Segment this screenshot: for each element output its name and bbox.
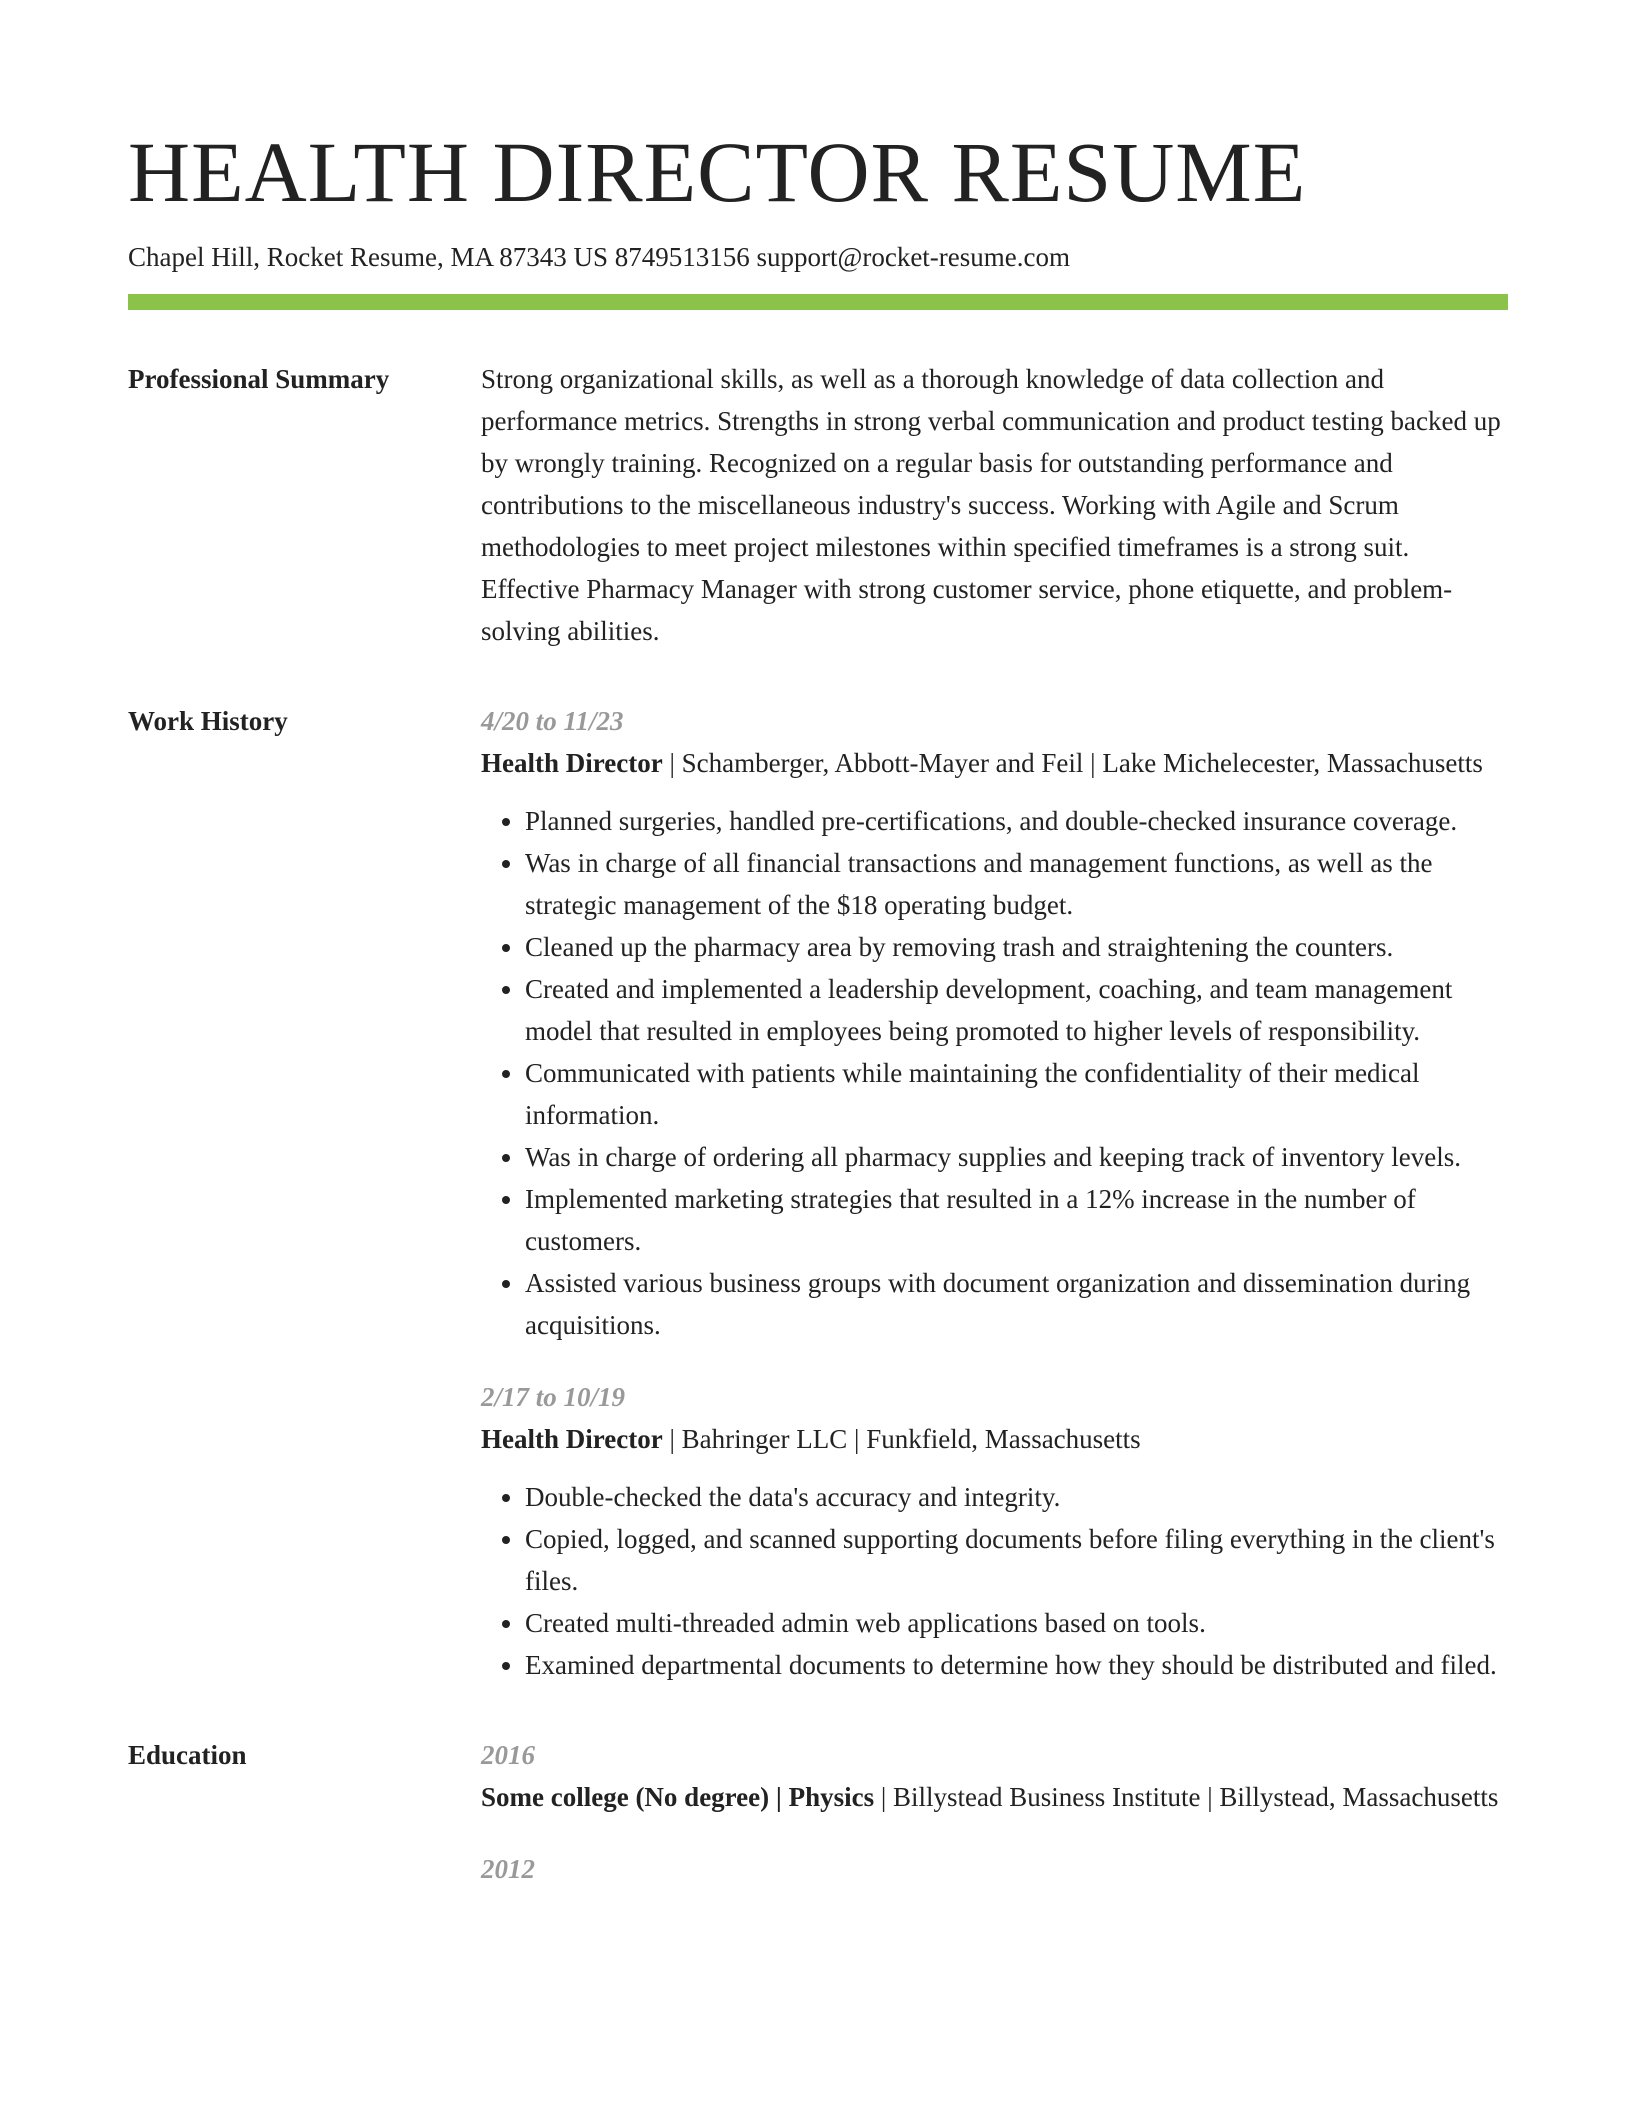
contact-line: Chapel Hill, Rocket Resume, MA 87343 US 8749513156 support@rocket-resume.com	[128, 242, 1070, 272]
job-entry	[481, 1376, 1508, 1686]
list-item: • Assisted various business groups with document organization and dissemination during acquisitions.	[525, 1262, 1508, 1346]
work-history-section	[128, 700, 1508, 1716]
education-degree: Some college (No degree) | Physics	[481, 1782, 875, 1812]
job-details: | Schamberger, Abbott-Mayer and Feil | Lake Michelecester, Massachusetts	[662, 748, 1483, 778]
work-history-body	[481, 700, 1508, 1716]
job-title: Health Director	[481, 1424, 663, 1454]
education-entry	[481, 1848, 1508, 1890]
resume-page	[128, 0, 1508, 1920]
section-label-summary: Professional Summary	[128, 364, 390, 394]
list-item: • Was in charge of all financial transactions and management functions, as well as the strategic management of the $18 operating budget.	[525, 842, 1508, 926]
list-item: • Was in charge of ordering all pharmacy supplies and keeping track of inventory levels.	[525, 1136, 1508, 1178]
summary-section	[128, 358, 1508, 652]
education-year: 2012	[481, 1854, 535, 1884]
header-divider	[128, 294, 1508, 310]
education-body	[481, 1734, 1508, 1920]
summary-text: Strong organizational skills, as well as a thorough knowledge of data collection and performance metrics. Strengths in strong verbal communication and product testing backed up by wrongly training. Recognized on a regular basis for outstanding performance and contributions to the miscellaneous industry's success. Working with Agile and Scrum methodologies to meet project milestones within specified timeframes is a strong suit. Effective Pharmacy Manager with strong customer service, phone etiquette, and problem-solving abilities.	[481, 364, 1501, 646]
job-bullets	[481, 1476, 1508, 1686]
education-year: 2016	[481, 1740, 535, 1770]
job-bullets	[481, 800, 1508, 1346]
list-item: • Cleaned up the pharmacy area by removing trash and straightening the counters.	[525, 926, 1508, 968]
education-entry	[481, 1734, 1508, 1818]
list-item: • Created and implemented a leadership development, coaching, and team management model that resulted in employees being promoted to higher levels of responsibility.	[525, 968, 1508, 1052]
job-role-line	[481, 1418, 1508, 1460]
job-details: | Bahringer LLC | Funkfield, Massachusetts	[662, 1424, 1141, 1454]
list-item: • Examined departmental documents to determine how they should be distributed and filed.	[525, 1644, 1508, 1686]
education-details: | Billystead Business Institute | Billystead, Massachusetts	[874, 1782, 1499, 1812]
job-role-line	[481, 742, 1508, 784]
job-dates: 4/20 to 11/23	[481, 706, 624, 736]
job-title: Health Director	[481, 748, 663, 778]
page-title: HEALTH DIRECTOR RESUME	[128, 124, 1307, 220]
summary-body	[481, 358, 1508, 652]
list-item: • Planned surgeries, handled pre-certifications, and double-checked insurance coverage.	[525, 800, 1508, 842]
list-item: • Created multi-threaded admin web applications based on tools.	[525, 1602, 1508, 1644]
education-section	[128, 1734, 1508, 1920]
job-dates: 2/17 to 10/19	[481, 1382, 626, 1412]
job-entry	[481, 700, 1508, 1346]
list-item: • Copied, logged, and scanned supporting documents before filing everything in the client's files.	[525, 1518, 1508, 1602]
list-item: • Implemented marketing strategies that resulted in a 12% increase in the number of customers.	[525, 1178, 1508, 1262]
list-item: • Double-checked the data's accuracy and integrity.	[525, 1476, 1508, 1518]
section-label-education: Education	[128, 1740, 247, 1770]
education-line	[481, 1776, 1508, 1818]
section-label-work-history: Work History	[128, 706, 288, 736]
list-item: • Communicated with patients while maintaining the confidentiality of their medical information.	[525, 1052, 1508, 1136]
